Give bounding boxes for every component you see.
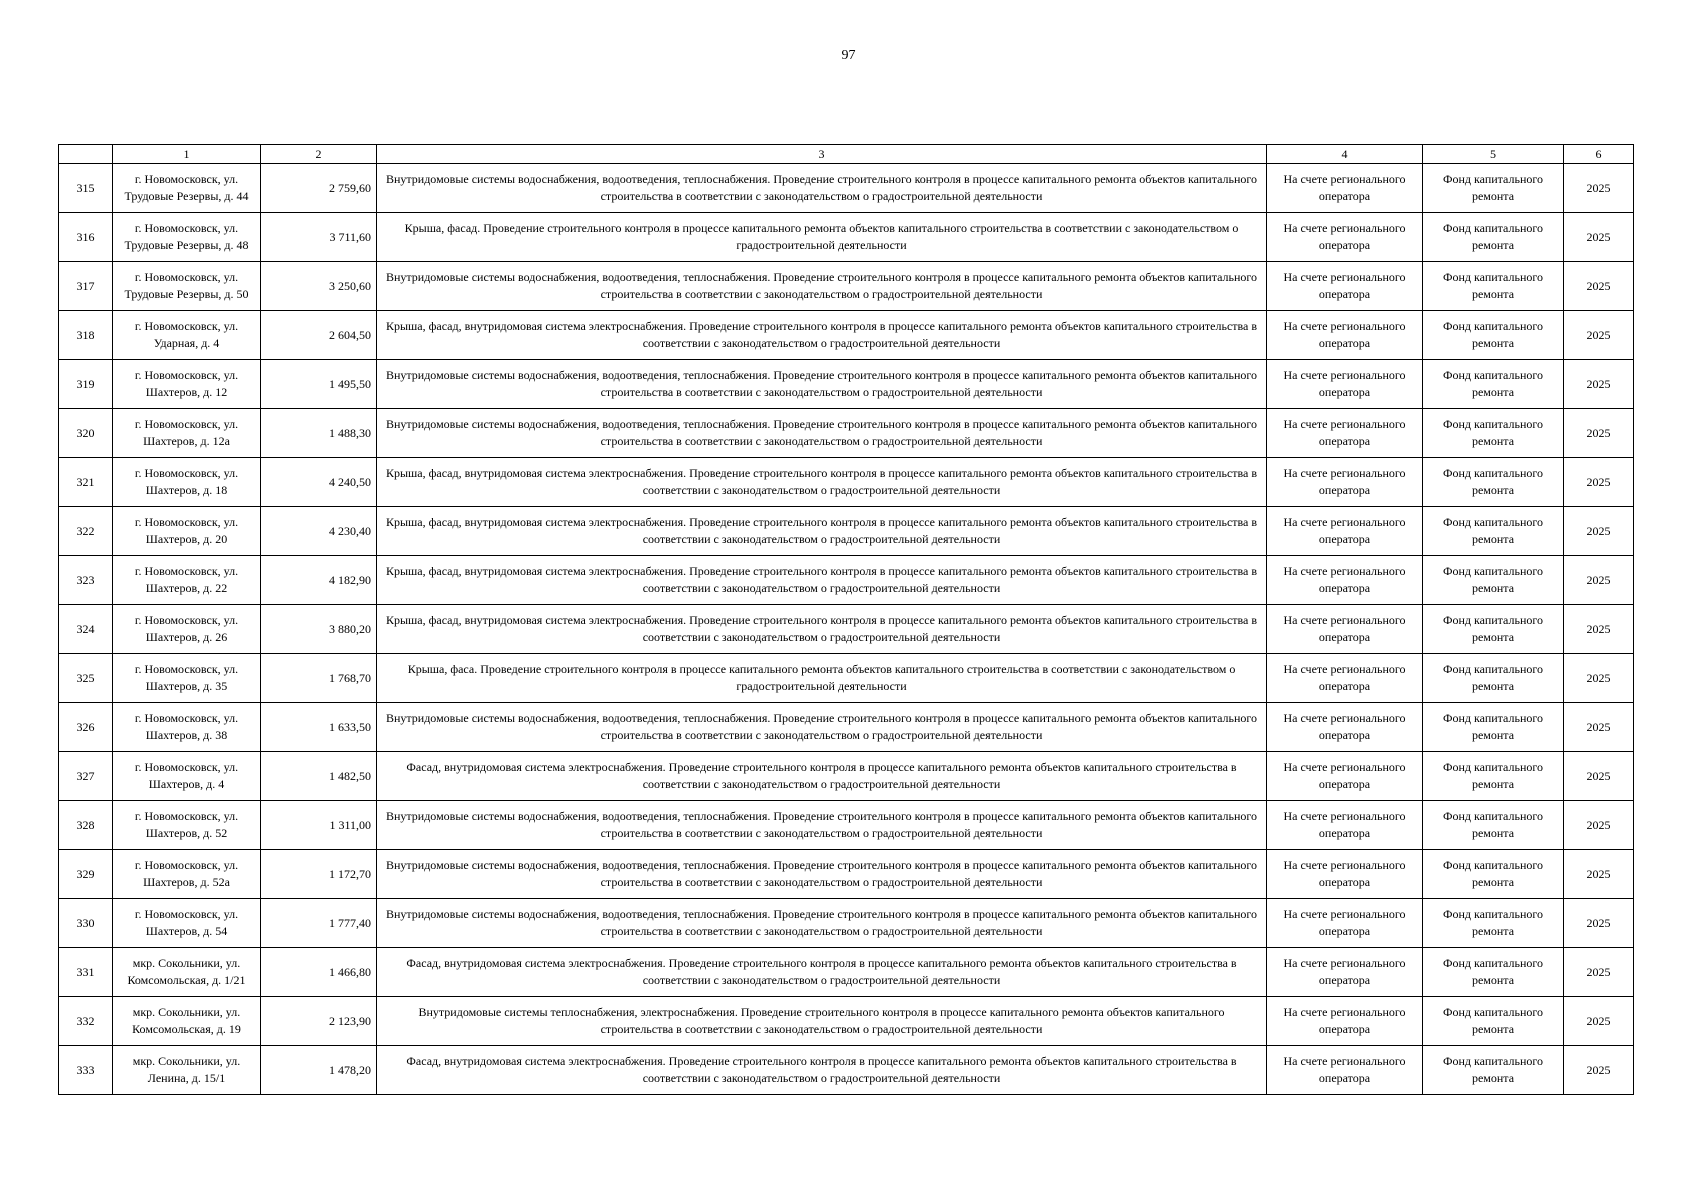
table-row (59, 507, 1634, 556)
work-description-cell: Крыша, фасад. Проведение строительного контроля в процессе капитального ремонта объектов капитального строительства в соответствии с законодательством о градостроительной деятельности (377, 213, 1267, 262)
address-cell: г. Новомосковск, ул. Шахтеров, д. 12а (113, 409, 261, 458)
table-row (59, 948, 1634, 997)
table-row (59, 703, 1634, 752)
year-cell: 2025 (1564, 409, 1634, 458)
year-cell: 2025 (1564, 311, 1634, 360)
address-cell: г. Новомосковск, ул. Шахтеров, д. 54 (113, 899, 261, 948)
row-number-cell: 321 (59, 458, 113, 507)
address-cell: г. Новомосковск, ул. Трудовые Резервы, д. 48 (113, 213, 261, 262)
work-description-cell: Внутридомовые системы водоснабжения, водоотведения, теплоснабжения. Проведение строительного контроля в процессе капитального ремонта объектов капитального строительства в соответствии с законодательством о градостроительной деятельности (377, 262, 1267, 311)
table-row (59, 899, 1634, 948)
fund-account-cell: На счете регионального оператора (1267, 164, 1423, 213)
table-row (59, 360, 1634, 409)
row-number-cell: 320 (59, 409, 113, 458)
funding-source-cell: Фонд капитального ремонта (1423, 213, 1564, 262)
area-cell: 1 172,70 (261, 850, 377, 899)
table-row (59, 164, 1634, 213)
area-cell: 1 482,50 (261, 752, 377, 801)
area-cell: 1 488,30 (261, 409, 377, 458)
address-cell: г. Новомосковск, ул. Ударная, д. 4 (113, 311, 261, 360)
funding-source-cell: Фонд капитального ремонта (1423, 948, 1564, 997)
work-description-cell: Внутридомовые системы теплоснабжения, электроснабжения. Проведение строительного контроля в процессе капитального ремонта объектов капитального строительства в соответствии с законодательством о градостроительной деятельности (377, 997, 1267, 1046)
address-cell: г. Новомосковск, ул. Шахтеров, д. 26 (113, 605, 261, 654)
row-number-cell: 317 (59, 262, 113, 311)
year-cell: 2025 (1564, 262, 1634, 311)
table-row (59, 409, 1634, 458)
row-number-cell: 332 (59, 997, 113, 1046)
area-cell: 1 311,00 (261, 801, 377, 850)
row-number-cell: 333 (59, 1046, 113, 1095)
row-number-cell: 315 (59, 164, 113, 213)
area-cell: 4 240,50 (261, 458, 377, 507)
year-cell: 2025 (1564, 850, 1634, 899)
table-row (59, 605, 1634, 654)
table-row (59, 801, 1634, 850)
address-cell: мкр. Сокольники, ул. Ленина, д. 15/1 (113, 1046, 261, 1095)
area-cell: 1 777,40 (261, 899, 377, 948)
row-number-cell: 322 (59, 507, 113, 556)
table-row (59, 997, 1634, 1046)
address-cell: г. Новомосковск, ул. Шахтеров, д. 52 (113, 801, 261, 850)
area-cell: 2 123,90 (261, 997, 377, 1046)
year-cell: 2025 (1564, 703, 1634, 752)
work-description-cell: Крыша, фасад, внутридомовая система электроснабжения. Проведение строительного контроля в процессе капитального ремонта объектов капитального строительства в соответствии с законодательством о градостроительной деятельности (377, 507, 1267, 556)
header-cell-1: 1 (113, 145, 261, 164)
area-cell: 3 250,60 (261, 262, 377, 311)
area-cell: 1 633,50 (261, 703, 377, 752)
work-description-cell: Внутридомовые системы водоснабжения, водоотведения, теплоснабжения. Проведение строительного контроля в процессе капитального ремонта объектов капитального строительства в соответствии с законодательством о градостроительной деятельности (377, 899, 1267, 948)
year-cell: 2025 (1564, 213, 1634, 262)
address-cell: мкр. Сокольники, ул. Комсомольская, д. 1/21 (113, 948, 261, 997)
work-description-cell: Внутридомовые системы водоснабжения, водоотведения, теплоснабжения. Проведение строительного контроля в процессе капитального ремонта объектов капитального строительства в соответствии с законодательством о градостроительной деятельности (377, 409, 1267, 458)
fund-account-cell: На счете регионального оператора (1267, 997, 1423, 1046)
address-cell: г. Новомосковск, ул. Шахтеров, д. 38 (113, 703, 261, 752)
fund-account-cell: На счете регионального оператора (1267, 948, 1423, 997)
work-description-cell: Внутридомовые системы водоснабжения, водоотведения, теплоснабжения. Проведение строительного контроля в процессе капитального ремонта объектов капитального строительства в соответствии с законодательством о градостроительной деятельности (377, 360, 1267, 409)
row-number-cell: 325 (59, 654, 113, 703)
table-row (59, 556, 1634, 605)
funding-source-cell: Фонд капитального ремонта (1423, 311, 1564, 360)
area-cell: 2 604,50 (261, 311, 377, 360)
row-number-cell: 316 (59, 213, 113, 262)
fund-account-cell: На счете регионального оператора (1267, 752, 1423, 801)
fund-account-cell: На счете регионального оператора (1267, 1046, 1423, 1095)
work-description-cell: Фасад, внутридомовая система электроснабжения. Проведение строительного контроля в процессе капитального ремонта объектов капитального строительства в соответствии с законодательством о градостроительной деятельности (377, 1046, 1267, 1095)
fund-account-cell: На счете регионального оператора (1267, 654, 1423, 703)
funding-source-cell: Фонд капитального ремонта (1423, 997, 1564, 1046)
capital-repair-table (58, 144, 1634, 1095)
funding-source-cell: Фонд капитального ремонта (1423, 899, 1564, 948)
area-cell: 1 466,80 (261, 948, 377, 997)
fund-account-cell: На счете регионального оператора (1267, 311, 1423, 360)
address-cell: г. Новомосковск, ул. Шахтеров, д. 4 (113, 752, 261, 801)
fund-account-cell: На счете регионального оператора (1267, 262, 1423, 311)
funding-source-cell: Фонд капитального ремонта (1423, 262, 1564, 311)
area-cell: 3 711,60 (261, 213, 377, 262)
area-cell: 3 880,20 (261, 605, 377, 654)
row-number-cell: 330 (59, 899, 113, 948)
row-number-cell: 327 (59, 752, 113, 801)
row-number-cell: 324 (59, 605, 113, 654)
work-description-cell: Крыша, фасад, внутридомовая система электроснабжения. Проведение строительного контроля в процессе капитального ремонта объектов капитального строительства в соответствии с законодательством о градостроительной деятельности (377, 605, 1267, 654)
fund-account-cell: На счете регионального оператора (1267, 507, 1423, 556)
work-description-cell: Крыша, фасад, внутридомовая система электроснабжения. Проведение строительного контроля в процессе капитального ремонта объектов капитального строительства в соответствии с законодательством о градостроительной деятельности (377, 458, 1267, 507)
area-cell: 4 182,90 (261, 556, 377, 605)
row-number-cell: 328 (59, 801, 113, 850)
funding-source-cell: Фонд капитального ремонта (1423, 507, 1564, 556)
row-number-cell: 318 (59, 311, 113, 360)
area-cell: 1 495,50 (261, 360, 377, 409)
area-cell: 4 230,40 (261, 507, 377, 556)
header-cell-4: 4 (1267, 145, 1423, 164)
work-description-cell: Внутридомовые системы водоснабжения, водоотведения, теплоснабжения. Проведение строительного контроля в процессе капитального ремонта объектов капитального строительства в соответствии с законодательством о градостроительной деятельности (377, 703, 1267, 752)
table-row (59, 1046, 1634, 1095)
year-cell: 2025 (1564, 458, 1634, 507)
year-cell: 2025 (1564, 605, 1634, 654)
address-cell: г. Новомосковск, ул. Шахтеров, д. 12 (113, 360, 261, 409)
funding-source-cell: Фонд капитального ремонта (1423, 360, 1564, 409)
address-cell: г. Новомосковск, ул. Шахтеров, д. 18 (113, 458, 261, 507)
work-description-cell: Фасад, внутридомовая система электроснабжения. Проведение строительного контроля в процессе капитального ремонта объектов капитального строительства в соответствии с законодательством о градостроительной деятельности (377, 948, 1267, 997)
work-description-cell: Крыша, фасад, внутридомовая система электроснабжения. Проведение строительного контроля в процессе капитального ремонта объектов капитального строительства в соответствии с законодательством о градостроительной деятельности (377, 311, 1267, 360)
work-description-cell: Внутридомовые системы водоснабжения, водоотведения, теплоснабжения. Проведение строительного контроля в процессе капитального ремонта объектов капитального строительства в соответствии с законодательством о градостроительной деятельности (377, 850, 1267, 899)
header-cell-index (59, 145, 113, 164)
work-description-cell: Фасад, внутридомовая система электроснабжения. Проведение строительного контроля в процессе капитального ремонта объектов капитального строительства в соответствии с законодательством о градостроительной деятельности (377, 752, 1267, 801)
address-cell: г. Новомосковск, ул. Шахтеров, д. 52а (113, 850, 261, 899)
fund-account-cell: На счете регионального оператора (1267, 850, 1423, 899)
address-cell: г. Новомосковск, ул. Шахтеров, д. 22 (113, 556, 261, 605)
fund-account-cell: На счете регионального оператора (1267, 360, 1423, 409)
year-cell: 2025 (1564, 360, 1634, 409)
funding-source-cell: Фонд капитального ремонта (1423, 801, 1564, 850)
year-cell: 2025 (1564, 899, 1634, 948)
work-description-cell: Внутридомовые системы водоснабжения, водоотведения, теплоснабжения. Проведение строительного контроля в процессе капитального ремонта объектов капитального строительства в соответствии с законодательством о градостроительной деятельности (377, 801, 1267, 850)
funding-source-cell: Фонд капитального ремонта (1423, 409, 1564, 458)
table-row (59, 752, 1634, 801)
table-row (59, 654, 1634, 703)
table-row (59, 262, 1634, 311)
fund-account-cell: На счете регионального оператора (1267, 213, 1423, 262)
row-number-cell: 329 (59, 850, 113, 899)
address-cell: г. Новомосковск, ул. Трудовые Резервы, д. 44 (113, 164, 261, 213)
year-cell: 2025 (1564, 654, 1634, 703)
header-cell-2: 2 (261, 145, 377, 164)
address-cell: мкр. Сокольники, ул. Комсомольская, д. 19 (113, 997, 261, 1046)
table-body (59, 164, 1634, 1095)
table-row (59, 213, 1634, 262)
work-description-cell: Крыша, фасад, внутридомовая система электроснабжения. Проведение строительного контроля в процессе капитального ремонта объектов капитального строительства в соответствии с законодательством о градостроительной деятельности (377, 556, 1267, 605)
work-description-cell: Крыша, фаса. Проведение строительного контроля в процессе капитального ремонта объектов капитального строительства в соответствии с законодательством о градостроительной деятельности (377, 654, 1267, 703)
fund-account-cell: На счете регионального оператора (1267, 801, 1423, 850)
funding-source-cell: Фонд капитального ремонта (1423, 703, 1564, 752)
year-cell: 2025 (1564, 164, 1634, 213)
fund-account-cell: На счете регионального оператора (1267, 605, 1423, 654)
year-cell: 2025 (1564, 997, 1634, 1046)
year-cell: 2025 (1564, 507, 1634, 556)
funding-source-cell: Фонд капитального ремонта (1423, 556, 1564, 605)
year-cell: 2025 (1564, 1046, 1634, 1095)
page-number: 97 (841, 48, 856, 63)
fund-account-cell: На счете регионального оператора (1267, 703, 1423, 752)
column-number-row (59, 145, 1634, 164)
area-cell: 2 759,60 (261, 164, 377, 213)
header-cell-5: 5 (1423, 145, 1564, 164)
funding-source-cell: Фонд капитального ремонта (1423, 850, 1564, 899)
row-number-cell: 323 (59, 556, 113, 605)
row-number-cell: 326 (59, 703, 113, 752)
address-cell: г. Новомосковск, ул. Трудовые Резервы, д. 50 (113, 262, 261, 311)
funding-source-cell: Фонд капитального ремонта (1423, 654, 1564, 703)
year-cell: 2025 (1564, 556, 1634, 605)
funding-source-cell: Фонд капитального ремонта (1423, 605, 1564, 654)
area-cell: 1 478,20 (261, 1046, 377, 1095)
table-row (59, 311, 1634, 360)
row-number-cell: 331 (59, 948, 113, 997)
funding-source-cell: Фонд капитального ремонта (1423, 164, 1564, 213)
header-cell-3: 3 (377, 145, 1267, 164)
work-description-cell: Внутридомовые системы водоснабжения, водоотведения, теплоснабжения. Проведение строительного контроля в процессе капитального ремонта объектов капитального строительства в соответствии с законодательством о градостроительной деятельности (377, 164, 1267, 213)
year-cell: 2025 (1564, 752, 1634, 801)
fund-account-cell: На счете регионального оператора (1267, 556, 1423, 605)
fund-account-cell: На счете регионального оператора (1267, 409, 1423, 458)
address-cell: г. Новомосковск, ул. Шахтеров, д. 20 (113, 507, 261, 556)
table-row (59, 850, 1634, 899)
table-row (59, 458, 1634, 507)
funding-source-cell: Фонд капитального ремонта (1423, 752, 1564, 801)
fund-account-cell: На счете регионального оператора (1267, 458, 1423, 507)
funding-source-cell: Фонд капитального ремонта (1423, 458, 1564, 507)
area-cell: 1 768,70 (261, 654, 377, 703)
row-number-cell: 319 (59, 360, 113, 409)
header-cell-6: 6 (1564, 145, 1634, 164)
funding-source-cell: Фонд капитального ремонта (1423, 1046, 1564, 1095)
address-cell: г. Новомосковск, ул. Шахтеров, д. 35 (113, 654, 261, 703)
fund-account-cell: На счете регионального оператора (1267, 899, 1423, 948)
year-cell: 2025 (1564, 948, 1634, 997)
year-cell: 2025 (1564, 801, 1634, 850)
